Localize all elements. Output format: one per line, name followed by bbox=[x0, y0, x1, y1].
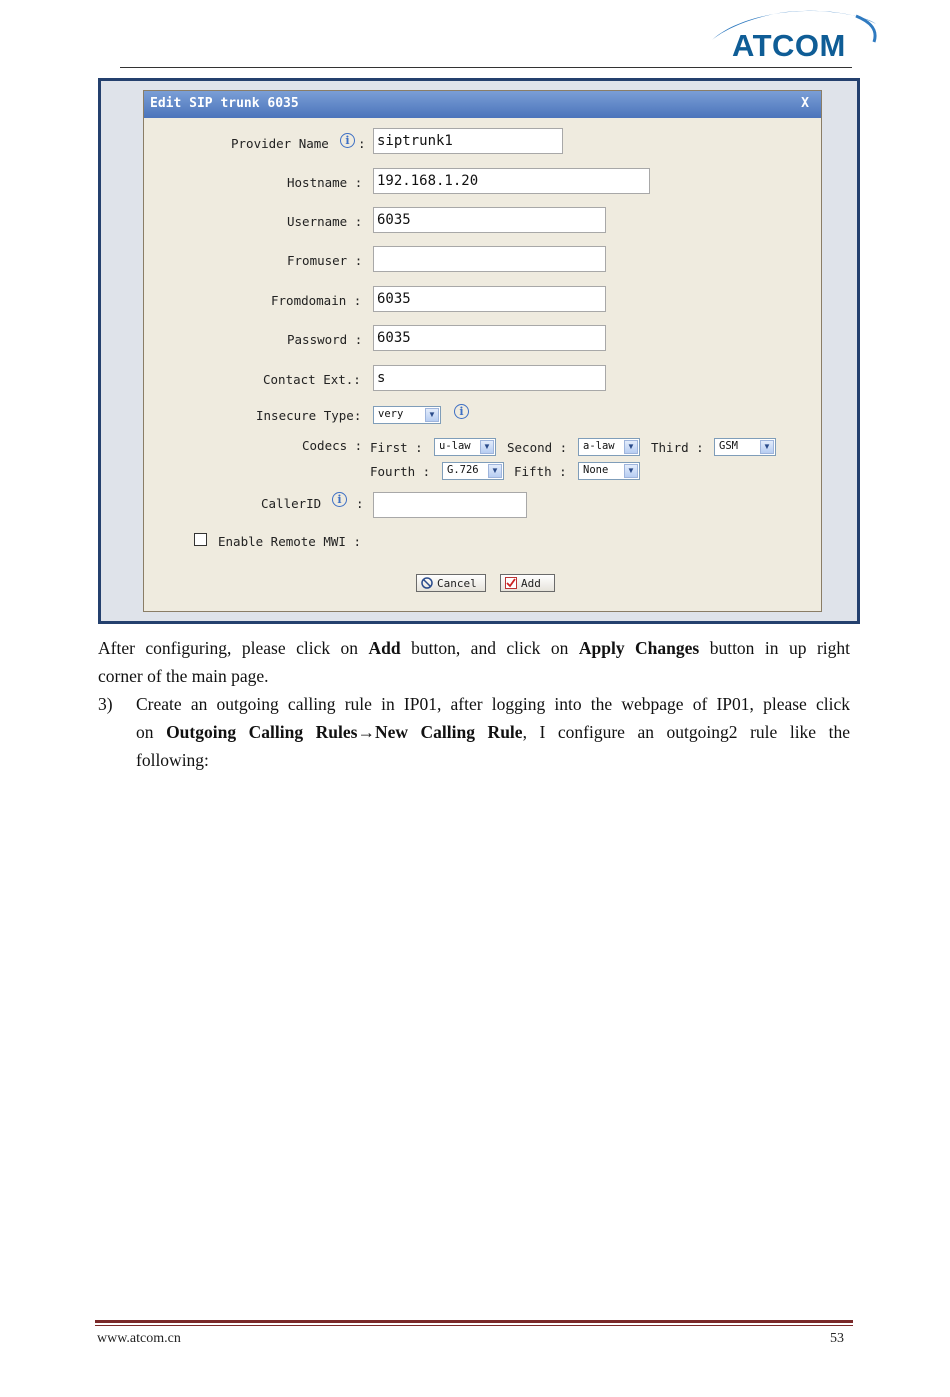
add-term: Add bbox=[368, 638, 401, 658]
fromuser-input[interactable] bbox=[373, 246, 606, 272]
page-number: 53 bbox=[830, 1331, 844, 1346]
codec-first-value: u-law bbox=[439, 440, 471, 452]
fromuser-label: Fromuser : bbox=[287, 253, 363, 268]
username-input[interactable]: 6035 bbox=[373, 207, 606, 233]
hostname-label: Hostname : bbox=[287, 175, 363, 190]
codec-third-label: Third : bbox=[651, 440, 704, 455]
edit-sip-trunk-dialog bbox=[143, 90, 822, 612]
codec-fifth-select[interactable] bbox=[578, 462, 640, 480]
list-item-3-line-1: Create an outgoing calling rule in IP01, after logging into the webpage of IP01, please click bbox=[136, 694, 850, 714]
codec-third-select[interactable] bbox=[714, 438, 776, 456]
list-item-3-line-2: on Outgoing Calling Rules→New Calling Rule, I configure an outgoing2 rule like the bbox=[136, 722, 851, 742]
contact-ext-label: Contact Ext.: bbox=[263, 372, 361, 387]
contact-ext-input[interactable]: s bbox=[373, 365, 606, 391]
menu-path: Outgoing Calling Rules→New Calling Rule bbox=[166, 722, 523, 742]
logo-text: ATCOM bbox=[732, 28, 846, 63]
fromdomain-input[interactable]: 6035 bbox=[373, 286, 606, 312]
cancel-icon bbox=[421, 577, 433, 589]
footer-rule bbox=[95, 1320, 853, 1323]
codec-second-label: Second : bbox=[507, 440, 568, 455]
add-button[interactable] bbox=[500, 574, 555, 592]
cancel-label: Cancel bbox=[437, 577, 477, 590]
password-label: Password : bbox=[287, 332, 363, 347]
codec-third-value: GSM bbox=[719, 440, 738, 452]
info-icon[interactable]: i bbox=[332, 492, 347, 507]
paragraph-line-2: corner of the main page. bbox=[98, 666, 269, 686]
codecs-label: Codecs : bbox=[302, 438, 363, 453]
add-label: Add bbox=[521, 577, 541, 590]
codec-fourth-select[interactable] bbox=[442, 462, 504, 480]
info-icon[interactable]: i bbox=[340, 133, 355, 148]
password-input[interactable]: 6035 bbox=[373, 325, 606, 351]
close-button[interactable]: X bbox=[801, 96, 809, 111]
provider-name-input[interactable]: siptrunk1 bbox=[373, 128, 563, 154]
callerid-input[interactable] bbox=[373, 492, 527, 518]
username-label: Username : bbox=[287, 214, 363, 229]
chevron-down-icon: ▼ bbox=[480, 440, 494, 454]
dialog-title-bar bbox=[144, 91, 821, 118]
info-icon[interactable]: i bbox=[454, 404, 469, 419]
codec-first-select[interactable] bbox=[434, 438, 496, 456]
chevron-down-icon: ▼ bbox=[624, 464, 638, 478]
insecure-type-label: Insecure Type: bbox=[256, 408, 362, 423]
codec-second-select[interactable] bbox=[578, 438, 640, 456]
apply-changes-term: Apply Changes bbox=[578, 638, 700, 658]
colon: : bbox=[356, 496, 364, 511]
chevron-down-icon: ▼ bbox=[488, 464, 502, 478]
footer-url: www.atcom.cn bbox=[97, 1331, 181, 1346]
insecure-type-value: very bbox=[378, 408, 404, 420]
enable-remote-mwi-label: Enable Remote MWI : bbox=[218, 534, 361, 549]
chevron-down-icon: ▼ bbox=[425, 408, 439, 422]
chevron-down-icon: ▼ bbox=[624, 440, 638, 454]
dialog-title: Edit SIP trunk 6035 bbox=[150, 96, 299, 111]
codec-second-value: a-law bbox=[583, 440, 615, 452]
codec-fourth-label: Fourth : bbox=[370, 464, 431, 479]
screenshot-frame bbox=[98, 78, 860, 624]
enable-remote-mwi-checkbox[interactable] bbox=[194, 533, 207, 546]
fromdomain-label: Fromdomain : bbox=[271, 293, 362, 308]
hostname-input[interactable]: 192.168.1.20 bbox=[373, 168, 650, 194]
cancel-button[interactable] bbox=[416, 574, 486, 592]
codec-fourth-value: G.726 bbox=[447, 464, 479, 476]
header-rule bbox=[120, 67, 852, 68]
paragraph-line-1: After configuring, please click on Add button, and click on Apply Changes button in up right bbox=[98, 638, 850, 658]
codec-fifth-value: None bbox=[583, 464, 609, 476]
list-item-3-line-3: following: bbox=[136, 750, 209, 770]
footer-rule-thin bbox=[95, 1325, 853, 1326]
chevron-down-icon: ▼ bbox=[760, 440, 774, 454]
codec-fifth-label: Fifth : bbox=[514, 464, 567, 479]
insecure-type-select[interactable] bbox=[373, 406, 441, 424]
checkbox-checked-icon bbox=[505, 577, 517, 589]
colon: : bbox=[358, 136, 366, 151]
list-number-3: 3) bbox=[98, 694, 113, 714]
provider-name-label: Provider Name bbox=[231, 136, 329, 151]
callerid-label: CallerID bbox=[261, 496, 322, 511]
codec-first-label: First : bbox=[370, 440, 423, 455]
